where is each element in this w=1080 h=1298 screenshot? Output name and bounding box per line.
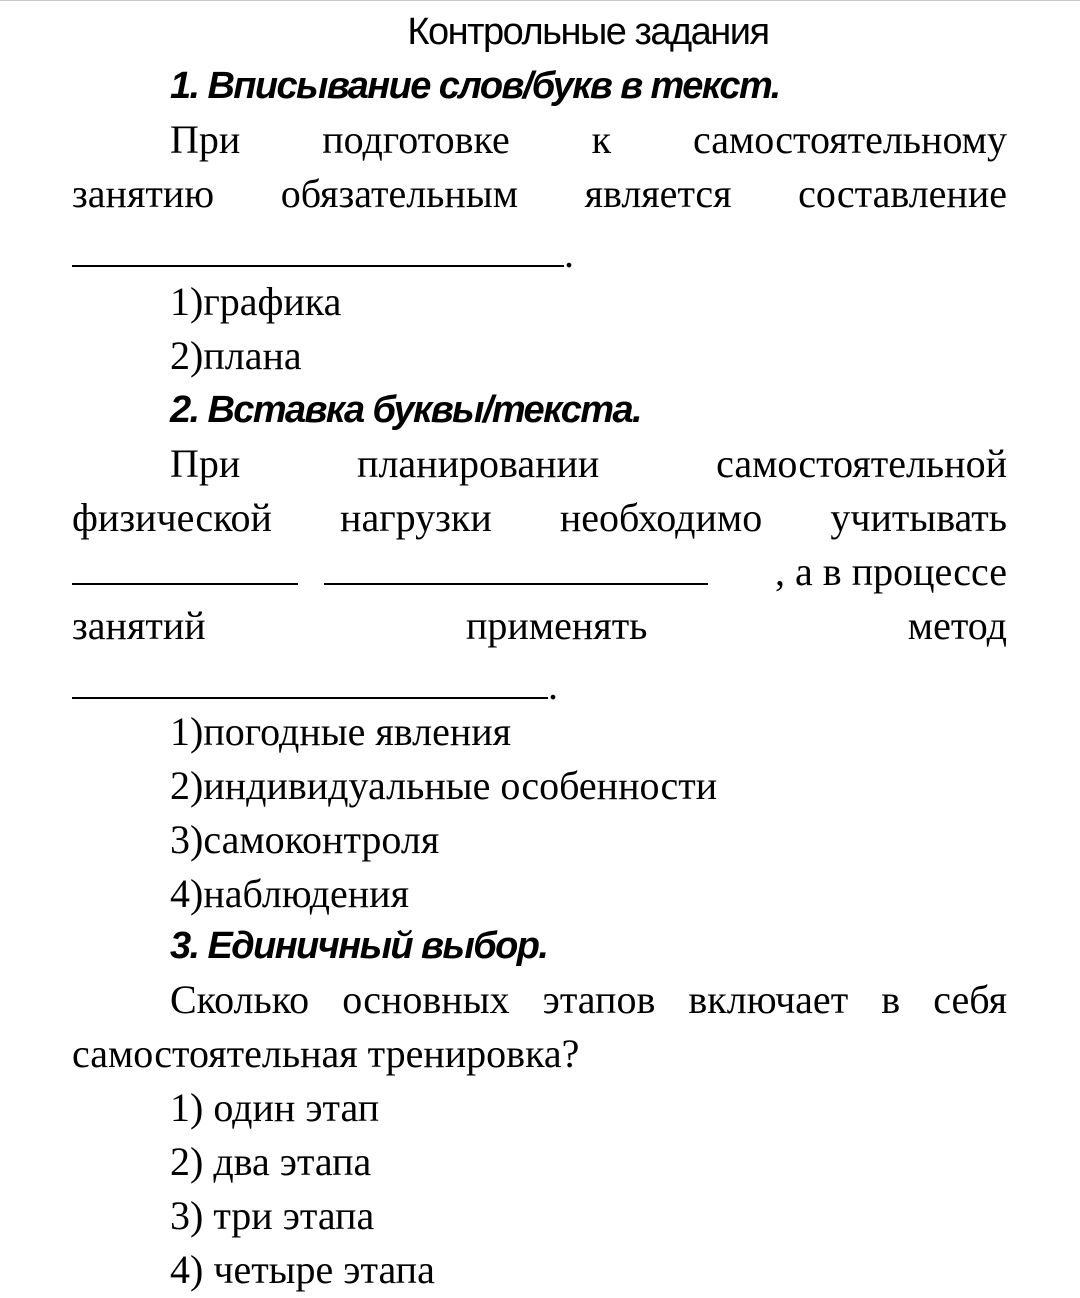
task-3-heading: 3. Единичный выбор. (170, 925, 548, 967)
task-1-text-line-2: занятию обязательным является составление (72, 171, 1007, 216)
task-2-text-line-4: занятий применять метод (72, 603, 1007, 648)
answer-blank-1 (72, 549, 298, 585)
task-3-option-1: 1) один этап (170, 1085, 380, 1130)
task-2-end-mark: . (548, 663, 558, 708)
task-3-option-2: 2) два этапа (170, 1139, 372, 1184)
task-1-end-mark: . (564, 231, 574, 276)
task-2-text-line-2: физической нагрузки необходимо учитывать (72, 495, 1007, 540)
task-1-heading: 1. Вписывание слов/букв в текст. (170, 65, 780, 107)
task-2-blank-line (72, 547, 1007, 597)
page-title: Контрольные задания (407, 11, 769, 53)
task-2-text-line-3-tail: , а в процессе (775, 549, 1007, 594)
task-3-option-4: 4) четыре этапа (170, 1247, 435, 1292)
task-1-option-2: 2)плана (170, 333, 302, 378)
task-1-blank (72, 229, 574, 279)
task-3-text-line-2: самостоятельная тренировка? (72, 1031, 580, 1076)
task-2-blank-final (72, 661, 558, 711)
task-3-text-line-1: Сколько основных этапов включает в себя (170, 977, 1007, 1022)
task-1-option-1: 1)графика (170, 279, 342, 324)
task-1-text-line-1: При подготовке к самостоятельному (170, 117, 1007, 162)
task-3-option-3: 3) три этапа (170, 1193, 375, 1238)
task-2-option-4: 4)наблюдения (170, 871, 409, 916)
task-2-heading: 2. Вставка буквы/текста. (170, 389, 641, 431)
answer-blank-3 (72, 663, 548, 699)
task-2-option-2: 2)индивидуальные особенности (170, 763, 718, 808)
task-2-option-1: 1)погодные явления (170, 709, 512, 754)
task-2-option-3: 3)самоконтроля (170, 817, 440, 862)
task-2-text-line-1: При планировании самостоятельной (170, 441, 1007, 486)
answer-blank-2 (324, 549, 708, 585)
answer-blank (72, 231, 564, 267)
